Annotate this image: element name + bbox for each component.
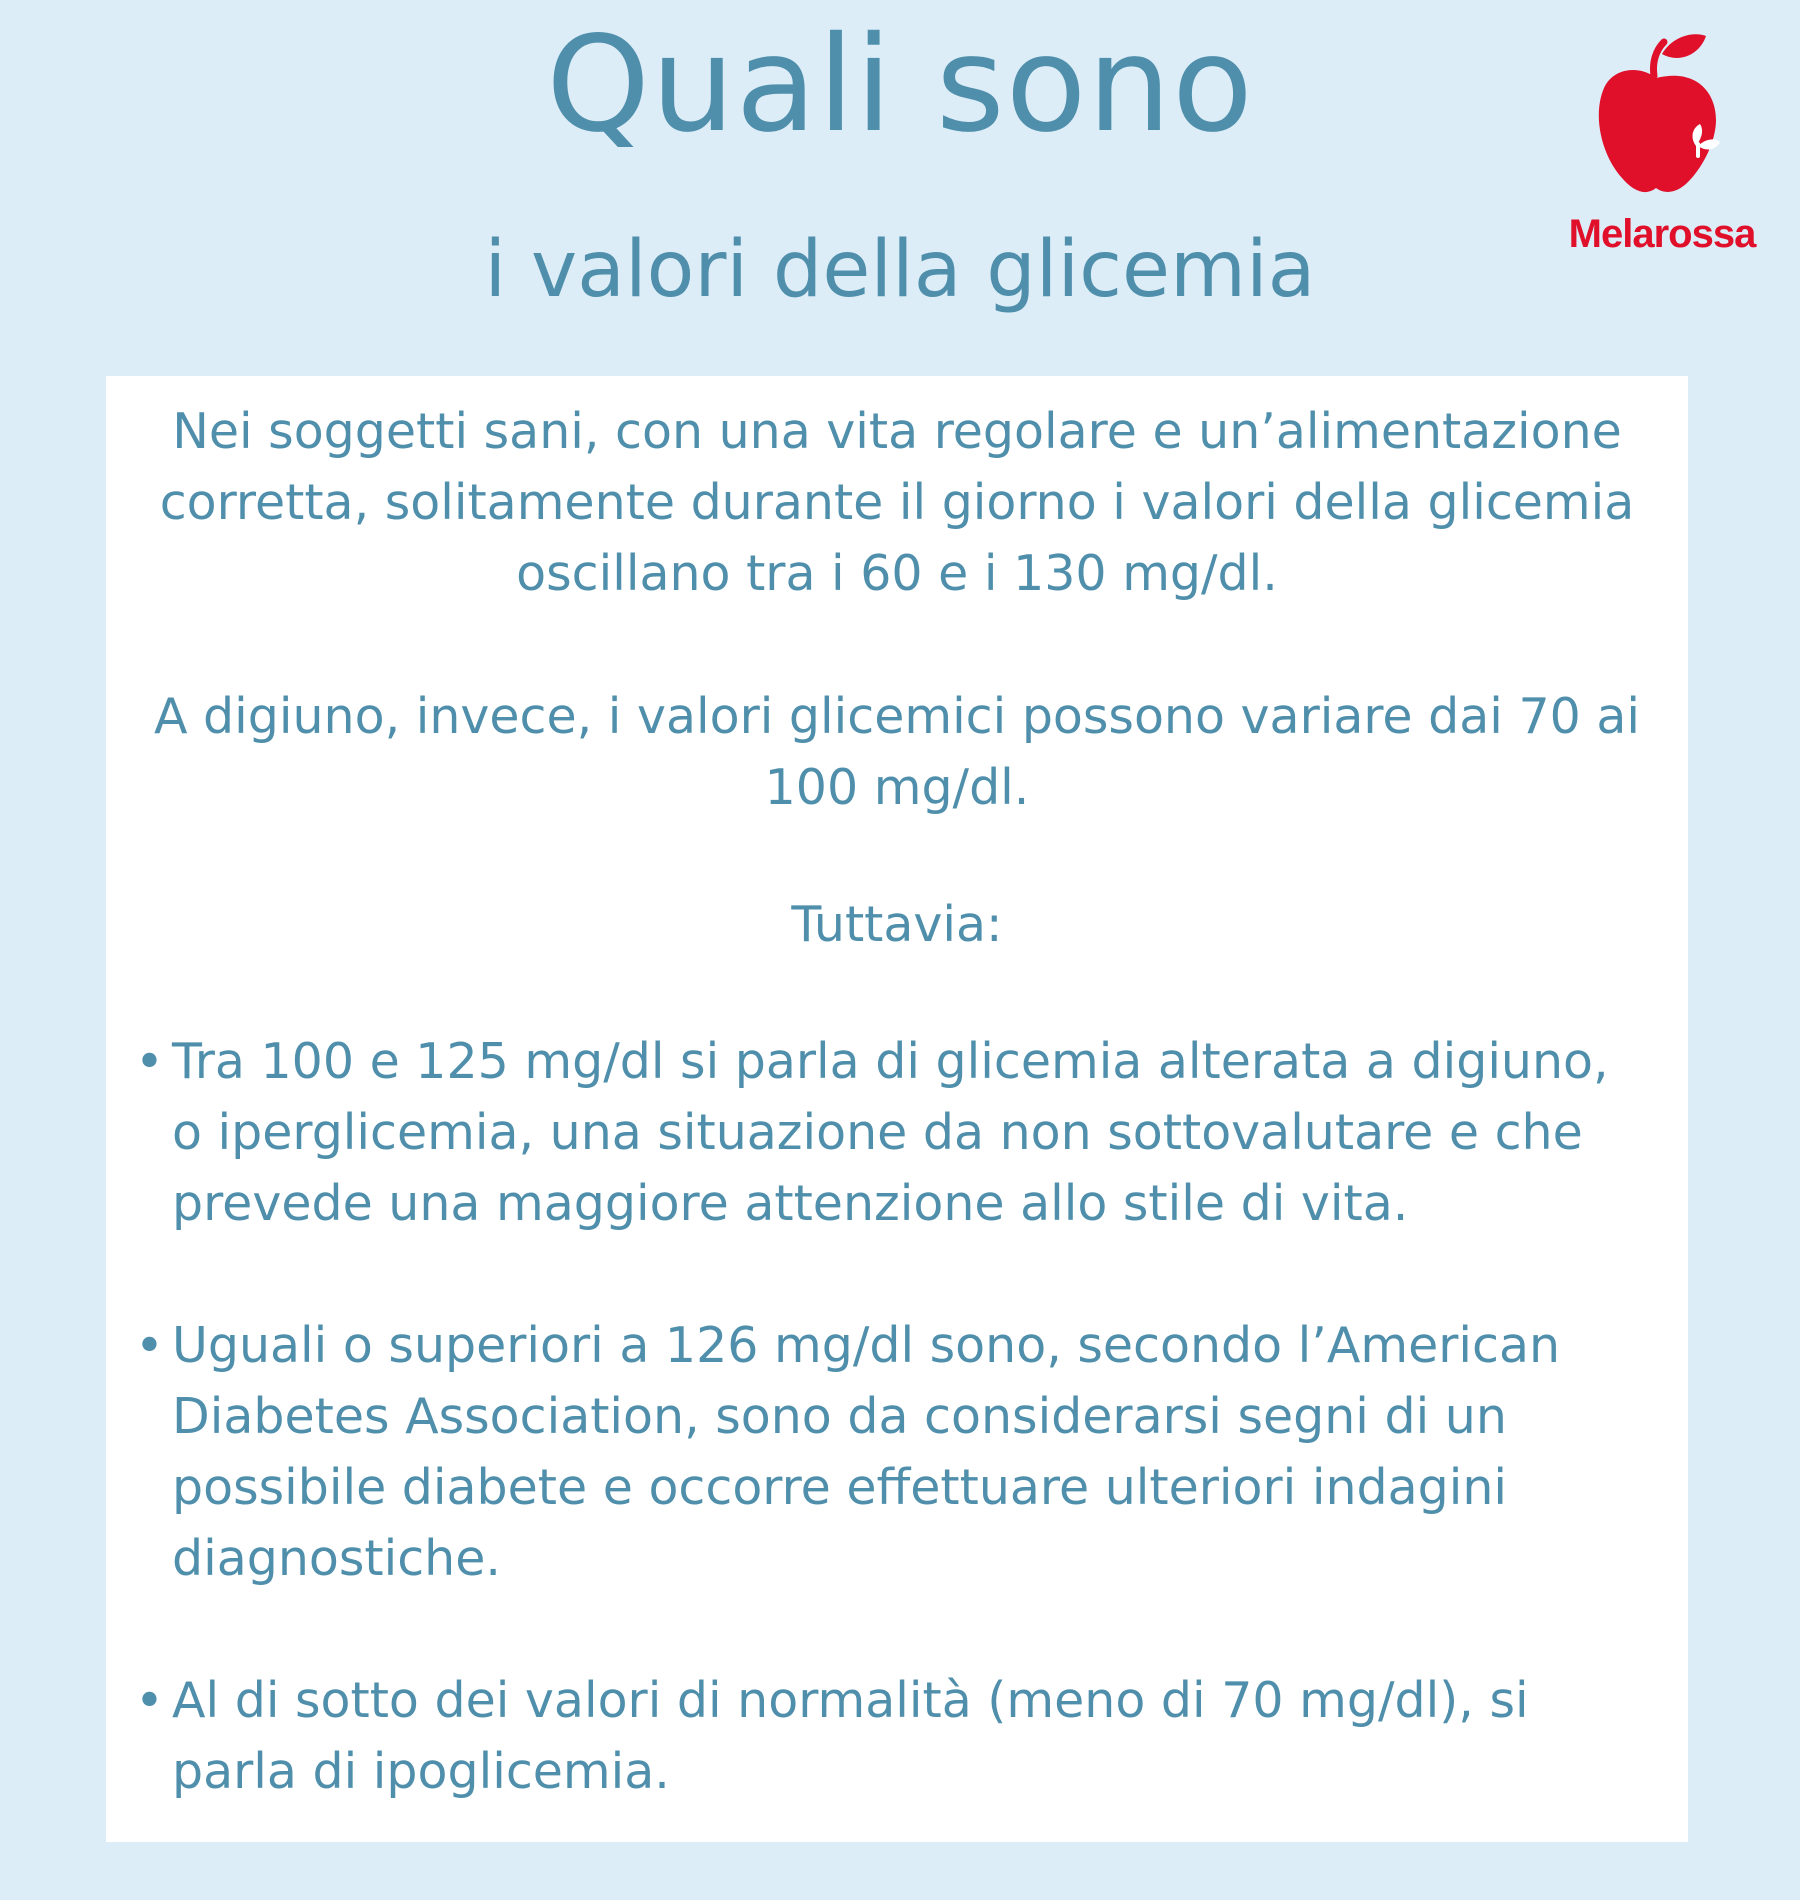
content-card (106, 376, 1688, 1842)
list-item (106, 1026, 1688, 1239)
bullet-icon: • (135, 1317, 164, 1374)
melarossa-logo (1562, 32, 1762, 262)
list-item-text: Tra 100 e 125 mg/dl si parla di glicemia alterata a digiuno, o iperglicemia, una situazione da non sottovalutare e che prevede una maggiore attenzione allo stile di vita. (172, 1033, 1609, 1232)
list-item (106, 1665, 1688, 1807)
however-label: Tuttavia: (791, 896, 1003, 953)
bullet-icon: • (135, 1672, 164, 1729)
list-item-text: Uguali o superiori a 126 mg/dl sono, secondo l’American Diabetes Association, sono da considerarsi segni di un possibile diabete e occorre effettuare ulteriori indagini diagnostiche. (172, 1317, 1561, 1587)
bullet-icon: • (135, 1033, 164, 1090)
list-item (106, 1310, 1688, 1594)
fasting-paragraph: A digiuno, invece, i valori glicemici possono variare dai 70 ai 100 mg/dl. (153, 688, 1641, 816)
logo-text: Melarossa (1568, 212, 1756, 256)
intro-paragraph: Nei soggetti sani, con una vita regolare e un’alimentazione corretta, solitamente durante il giorno i valori della glicemia oscillano tra i 60 e i 130 mg/dl. (159, 403, 1635, 602)
list-item-text: Al di sotto dei valori di normalità (meno di 70 mg/dl), si parla di ipoglicemia. (172, 1672, 1529, 1800)
apple-icon (1592, 32, 1732, 202)
page-subtitle: i valori della glicemia (484, 225, 1316, 315)
page-title: Quali sono (546, 8, 1254, 162)
bullet-list (106, 1026, 1688, 1878)
